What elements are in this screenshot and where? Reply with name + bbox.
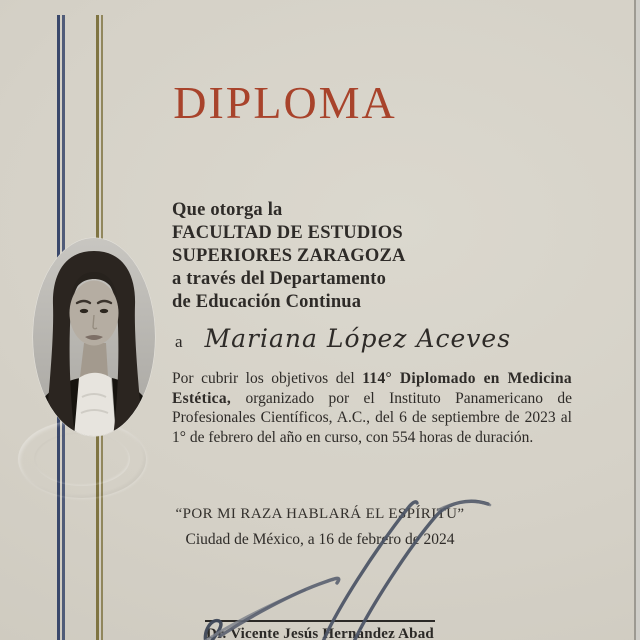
issuer-line: SUPERIORES ZARAGOZA <box>172 246 406 266</box>
body-paragraph <box>172 369 572 447</box>
signature-ink <box>170 470 510 640</box>
issuer-line: FACULTAD DE ESTUDIOS <box>172 223 403 243</box>
recipient-name: Mariana López Aceves <box>204 324 512 353</box>
neck <box>80 343 108 377</box>
signature-line <box>205 620 435 622</box>
embossed-seal <box>34 432 130 486</box>
portrait-photo <box>32 237 156 437</box>
issuer-line: Que otorga la <box>172 200 283 220</box>
paper-edge <box>634 0 636 640</box>
issuer-line: a través del Departamento <box>172 269 387 289</box>
diploma-title: DIPLOMA <box>173 77 397 128</box>
body-text: organizado por el Instituto Panamericano de Profesionales Científicos, A.C., del 6 de septiembre de 2023 al 1° de febrero del año en curso, con 554 horas de duración. <box>172 389 572 446</box>
issuer-block <box>172 199 406 314</box>
issuer-line: de Educación Continua <box>172 292 362 312</box>
paper-edge <box>636 0 640 640</box>
body-text-bold: 114° Diplomado en Medicina Estética, <box>172 370 572 407</box>
recipient-row <box>175 324 511 353</box>
signer-name: Dr. Vicente Jesús Hernández Abad <box>206 626 434 640</box>
body-text: Por cubrir los objetivos del <box>172 370 363 387</box>
motto: “POR MI RAZA HABLARÁ EL ESPÍRITU” <box>175 506 465 522</box>
dateline: Ciudad de México, a 16 de febrero de 2024 <box>185 531 455 548</box>
recipient-prefix: a <box>175 332 183 351</box>
